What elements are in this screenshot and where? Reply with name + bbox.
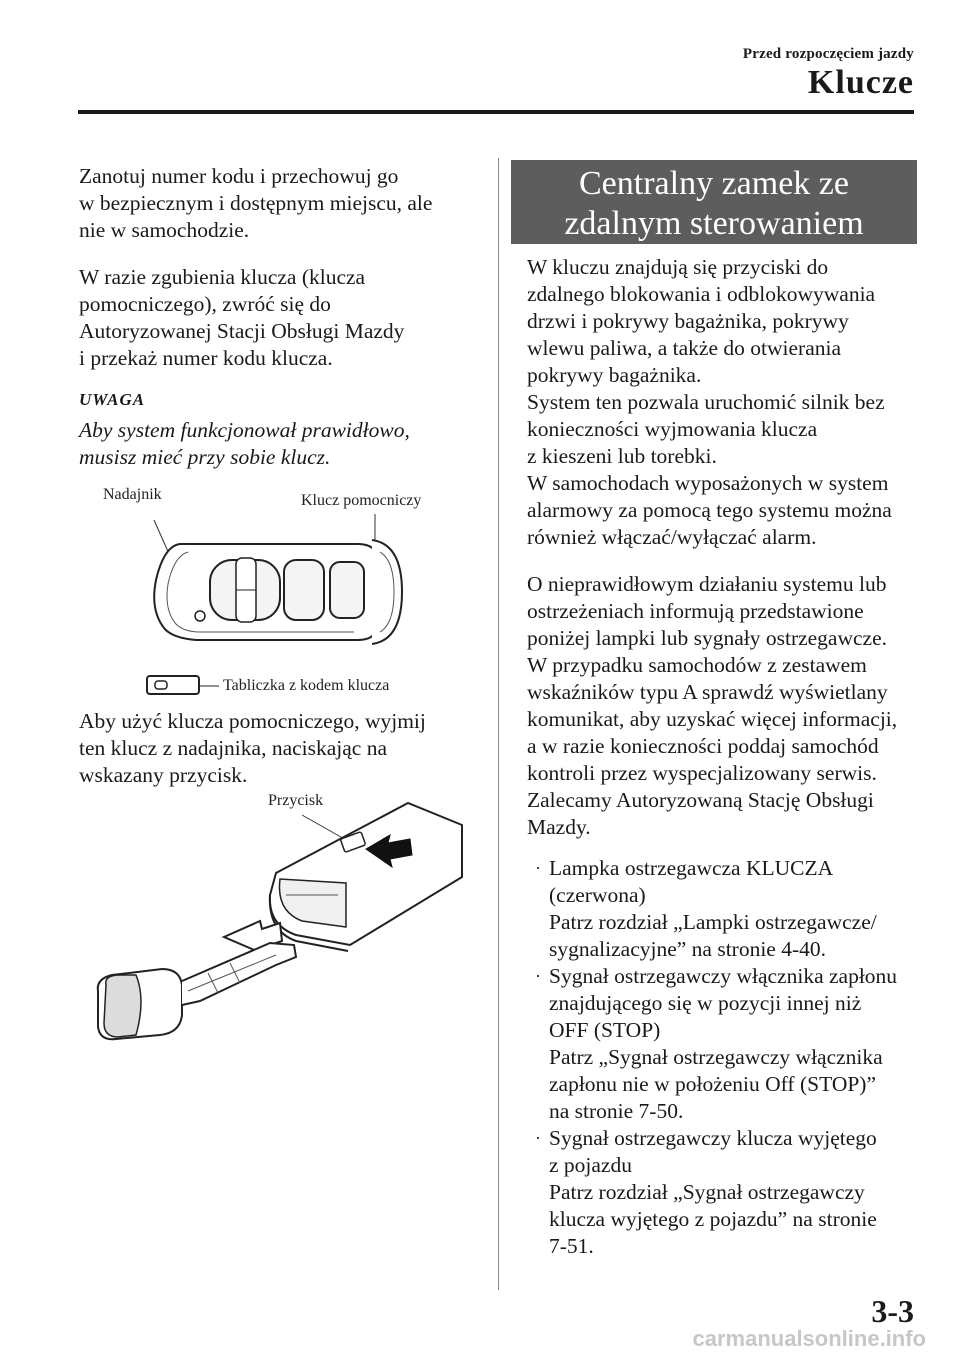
text-line: klucza wyjętego z pojazdu” na stronie <box>549 1207 877 1231</box>
paragraph-remote-description <box>527 254 919 551</box>
text-line: znajdującego się w pozycji innej niż <box>549 991 862 1015</box>
key-fob-illustration <box>140 500 460 700</box>
text-line: komunikat, aby uzyskać więcej informacji, <box>527 707 898 731</box>
text-line: Patrz rozdział „Sygnał ostrzegawczy <box>549 1180 865 1204</box>
label-code-plate: Tabliczka z kodem klucza <box>223 677 390 694</box>
label-button: Przycisk <box>268 792 324 809</box>
list-item <box>527 1125 919 1260</box>
column-divider <box>498 158 499 1290</box>
text-line: wskazany przycisk. <box>79 763 248 787</box>
list-item <box>527 963 919 1125</box>
paragraph-use-aux-key <box>79 708 479 789</box>
text-line: Mazdy. <box>527 815 591 839</box>
text-line: W przypadku samochodów z zestawem <box>527 653 867 677</box>
text-line: również włączać/wyłączać alarm. <box>527 525 817 549</box>
text-line: W razie zgubienia klucza (klucza <box>79 265 366 289</box>
text-line: System ten pozwala uruchomić silnik bez <box>527 390 885 414</box>
label-aux-key: Klucz pomocniczy <box>301 492 422 509</box>
aux-key-removal-illustration <box>90 795 470 1060</box>
bullet-dot: · <box>535 858 541 878</box>
code-plate-icon <box>145 674 220 698</box>
paragraph-lost-key <box>79 264 479 372</box>
text-line: Zalecamy Autoryzowaną Stację Obsługi <box>527 788 874 812</box>
text-line: pomocniczego), zwróć się do <box>79 292 331 316</box>
text-line: Sygnał ostrzegawczy włącznika zapłonu <box>549 964 898 988</box>
text-line: wskaźników typu A sprawdź wyświetlany <box>527 680 888 704</box>
text-line: alarmowy za pomocą tego systemu można <box>527 498 892 522</box>
text-line: sygnalizacyjne” na stronie 4-40. <box>549 937 827 961</box>
list-item <box>527 855 919 963</box>
text-line: nie w samochodzie. <box>79 218 250 242</box>
text-line: kontroli przez wyspecjalizowany serwis. <box>527 761 877 785</box>
text-line: ostrzeżeniach informują przedstawione <box>527 599 864 623</box>
text-line: z kieszeni lub torebki. <box>527 444 717 468</box>
label-transmitter: Nadajnik <box>103 486 162 503</box>
warning-list <box>527 855 919 1260</box>
text-line: W kluczu znajdują się przyciski do <box>527 255 829 279</box>
text-line: W samochodach wyposażonych w system <box>527 471 889 495</box>
text-line: wlewu paliwa, a także do otwierania <box>527 336 842 360</box>
text-line: konieczności wyjmowania klucza <box>527 417 818 441</box>
running-header-subtitle: Przed rozpoczęciem jazdy <box>742 46 914 62</box>
note-text <box>79 417 479 471</box>
text-line: OFF (STOP) <box>549 1018 661 1042</box>
text-line: musisz mieć przy sobie klucz. <box>79 445 331 469</box>
paragraph-malfunction-info <box>527 571 919 841</box>
text-line: z pojazdu <box>549 1153 632 1177</box>
text-line: poniżej lampki lub sygnały ostrzegawcze. <box>527 626 888 650</box>
text-line: zdalnego blokowania i odblokowywania <box>527 282 876 306</box>
text-line: i przekaż numer kodu klucza. <box>79 346 333 370</box>
text-line: Lampka ostrzegawcza KLUCZA <box>549 856 834 880</box>
header-rule <box>78 110 914 114</box>
section-title-line: Centralny zamek ze <box>579 165 849 202</box>
right-column <box>527 254 919 1260</box>
text-line: Sygnał ostrzegawczy klucza wyjętego <box>549 1126 877 1150</box>
paragraph-code-number <box>79 163 479 244</box>
text-line: Zanotuj numer kodu i przechowuj go <box>79 164 399 188</box>
watermark: carmanualsonline.info <box>692 1326 926 1351</box>
running-header-title: Klucze <box>807 64 914 101</box>
text-line: Autoryzowanej Stacji Obsługi Mazdy <box>79 319 405 343</box>
text-line: ten klucz z nadajnika, naciskając na <box>79 736 388 760</box>
text-line: pokrywy bagażnika. <box>527 363 702 387</box>
bullet-dot: · <box>535 1128 541 1148</box>
page-number: 3-3 <box>871 1293 914 1329</box>
text-line: Aby użyć klucza pomocniczego, wyjmij <box>79 709 426 733</box>
text-line: zapłonu nie w położeniu Off (STOP)” <box>549 1072 877 1096</box>
bullet-dot: · <box>535 966 541 986</box>
text-line: na stronie 7-50. <box>549 1099 684 1123</box>
left-column <box>79 163 479 471</box>
text-line: (czerwona) <box>549 883 646 907</box>
text-line: 7-51. <box>549 1234 594 1258</box>
text-line: w bezpiecznym i dostępnym miejscu, ale <box>79 191 433 215</box>
text-line: a w razie konieczności poddaj samochód <box>527 734 879 758</box>
text-line: O nieprawidłowym działaniu systemu lub <box>527 572 887 596</box>
text-line: Patrz „Sygnał ostrzegawczy włącznika <box>549 1045 883 1069</box>
text-line: Aby system funkcjonował prawidłowo, <box>79 418 410 442</box>
note-label: UWAGA <box>79 390 146 409</box>
section-title-box <box>511 160 917 244</box>
text-line: Patrz rozdział „Lampki ostrzegawcze/ <box>549 910 877 934</box>
text-line: drzwi i pokrywy bagażnika, pokrywy <box>527 309 849 333</box>
section-title-line: zdalnym sterowaniem <box>564 205 864 242</box>
